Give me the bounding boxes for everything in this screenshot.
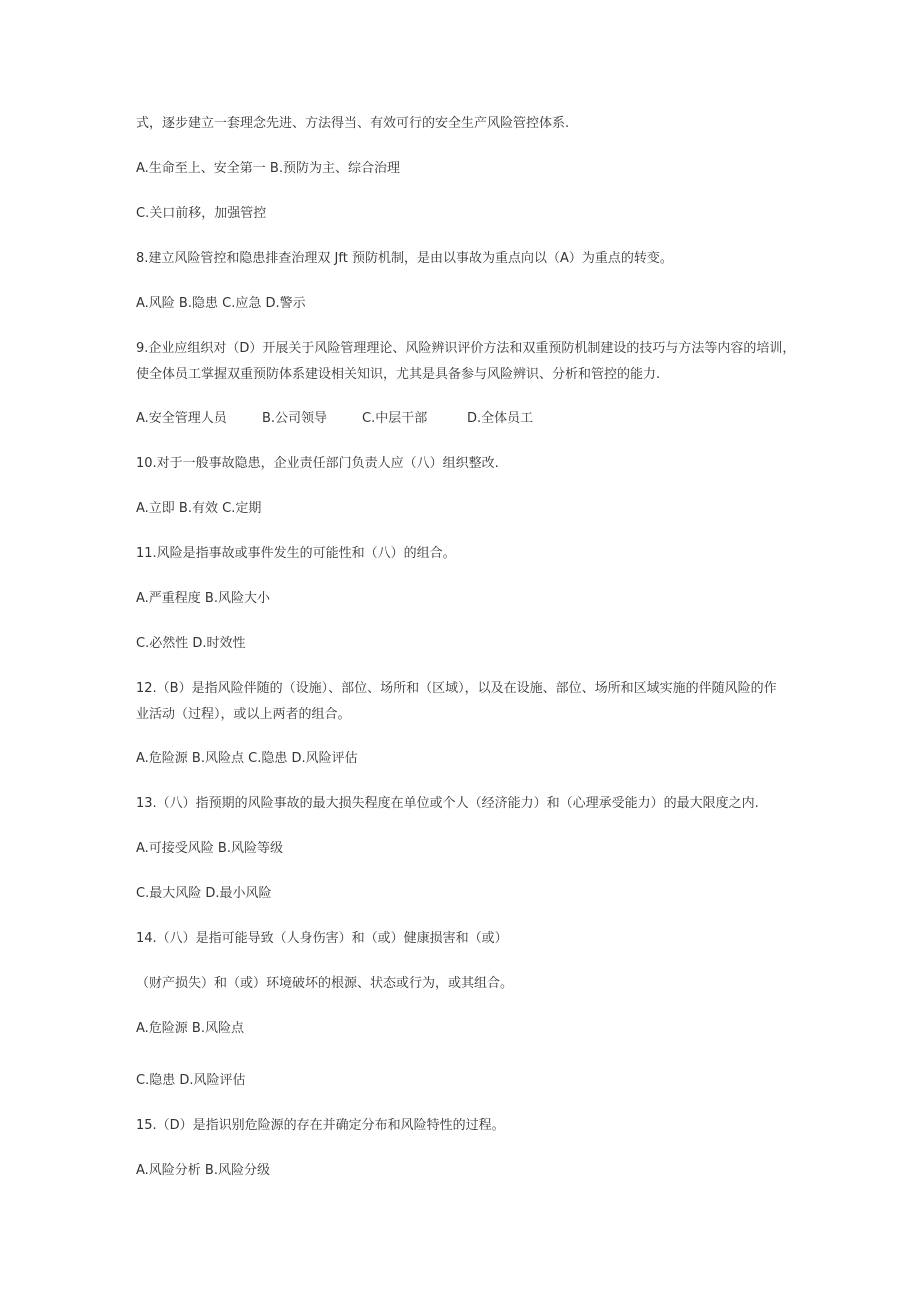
question-13: 13.（八）指预期的风险事故的最大损失程度在单位或个人（经济能力）和（心理承受能力）的最大限度之内. [136, 796, 759, 811]
option-line: A.可接受风险 B.风险等级 [136, 841, 283, 856]
option-line: A.生命至上、安全第一 B.预防为主、综合治理 [136, 161, 400, 176]
option-line: C.关口前移，加强管控 [136, 206, 267, 221]
option-line: A.立即 B.有效 C.定期 [136, 501, 262, 516]
option-line: A.严重程度 B.风险大小 [136, 591, 270, 606]
option-a: A.安全管理人员 [136, 411, 227, 426]
question-14: 14.（八）是指可能导致（人身伤害）和（或）健康损害和（或） [136, 931, 508, 946]
option-d: D.全体员工 [467, 411, 534, 426]
question-8: 8.建立风险管控和隐患排查治理双 Jft 预防机制，是由以事故为重点向以（A）为重点的转变。 [136, 251, 673, 266]
option-line: A.危险源 B.风险点 [136, 1021, 244, 1036]
option-line: C.隐患 D.风险评估 [136, 1073, 246, 1088]
option-line: A.风险 B.隐患 C.应急 D.警示 [136, 296, 306, 311]
question-12-cont: 业活动（过程），或以上两者的组合。 [136, 707, 351, 722]
option-line: A.风险分析 B.风险分级 [136, 1163, 270, 1178]
option-line: C.最大风险 D.最小风险 [136, 886, 272, 901]
option-c: C.中层干部 [362, 411, 428, 426]
question-9-cont: 使全体员工掌握双重预防体系建设相关知识，尤其是具备参与风险辨识、分析和管控的能力. [136, 367, 661, 382]
option-line: A.危险源 B.风险点 C.隐患 D.风险评估 [136, 751, 358, 766]
question-14-cont: （财产损失）和（或）环境破坏的根源、状态或行为，或其组合。 [136, 976, 514, 991]
option-line: C.必然性 D.时效性 [136, 636, 246, 651]
question-15: 15.（D）是指识别危险源的存在并确定分布和风险特性的过程。 [136, 1118, 505, 1133]
question-11: 11.风险是指事故或事件发生的可能性和（八）的组合。 [136, 546, 456, 561]
option-b: B.公司领导 [262, 411, 328, 426]
question-10: 10.对于一般事故隐患，企业责任部门负责人应（八）组织整改. [136, 456, 499, 471]
text-line: 式，逐步建立一套理念先进、方法得当、有效可行的安全生产风险管控体系. [136, 116, 570, 131]
question-12: 12.（B）是指风险伴随的（设施）、部位、场所和（区域），以及在设施、部位、场所和区域实施的伴随风险的作 [136, 681, 777, 696]
question-9: 9.企业应组织对（D）开展关于风险管理理论、风险辨识评价方法和双重预防机制建设的技巧与方法等内容的培训， [136, 341, 796, 356]
